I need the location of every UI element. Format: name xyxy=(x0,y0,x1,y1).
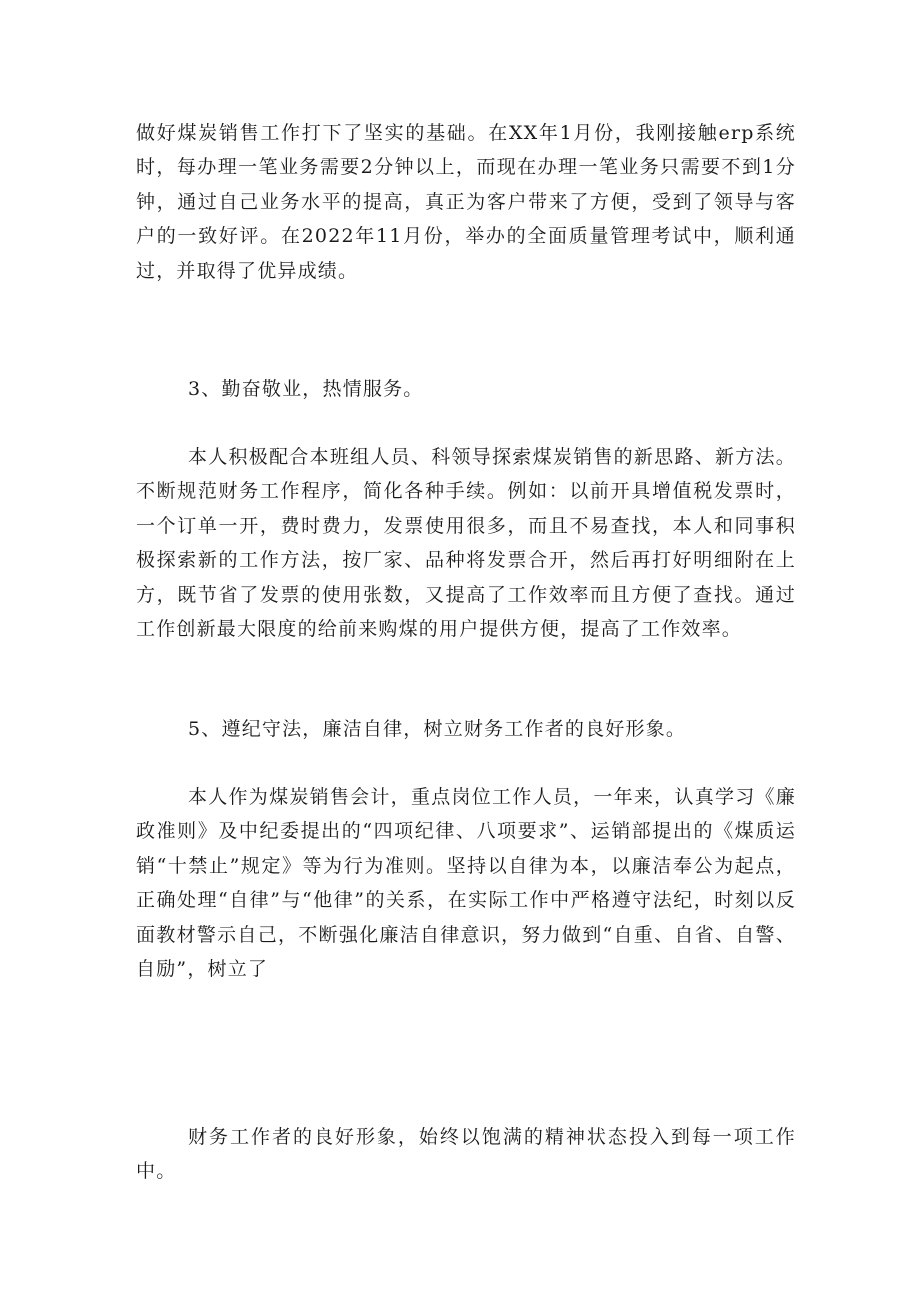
heading-diligence-service: 3、勤奋敬业，热情服务。 xyxy=(188,378,424,400)
paragraph-closing: 财务工作者的良好形象，始终以饱满的精神状态投入到每一项工作中。 xyxy=(136,1126,796,1183)
heading-integrity: 5、遵纪守法，廉洁自律，树立财务工作者的良好形象。 xyxy=(188,718,687,740)
paragraph-foundation: 做好煤炭销售工作打下了坚实的基础。在XX年1月份，我刚接触erp系统时，每办理一笔业务需要2分钟以上，而现在办理一笔业务只需要不到1分钟，通过自己业务水平的提高，真正为客户带来了方便，受到了领导与客户的一致好评。在2022年11月份，举办的全面质量管理考试中，顺利通过，并取得了优异成绩。 xyxy=(136,122,796,282)
paragraph-self-discipline: 本人作为煤炭销售会计，重点岗位工作人员，一年来，认真学习《廉政准则》及中纪委提出的“四项纪律、八项要求”、运销部提出的《煤质运销“十禁止”规定》等为行为准则。坚持以自律为本，以廉洁奉公为起点，正确处理“自律”与“他律”的关系，在实际工作中严格遵守法纪，时刻以反面教材警示自己，不断强化廉洁自律意识，努力做到“自重、自省、自警、自励”，树立了 xyxy=(136,786,796,981)
paragraph-innovation: 本人积极配合本班组人员、科领导探索煤炭销售的新思路、新方法。不断规范财务工作程序，简化各种手续。例如：以前开具增值税发票时，一个订单一开，费时费力，发票使用很多，而且不易查找，本人和同事积极探索新的工作方法，按厂家、品种将发票合开，然后再打好明细附在上方，既节省了发票的使用张数，又提高了工作效率而且方便了查找。通过工作创新最大限度的给前来购煤的用户提供方便，提高了工作效率。 xyxy=(136,446,796,641)
